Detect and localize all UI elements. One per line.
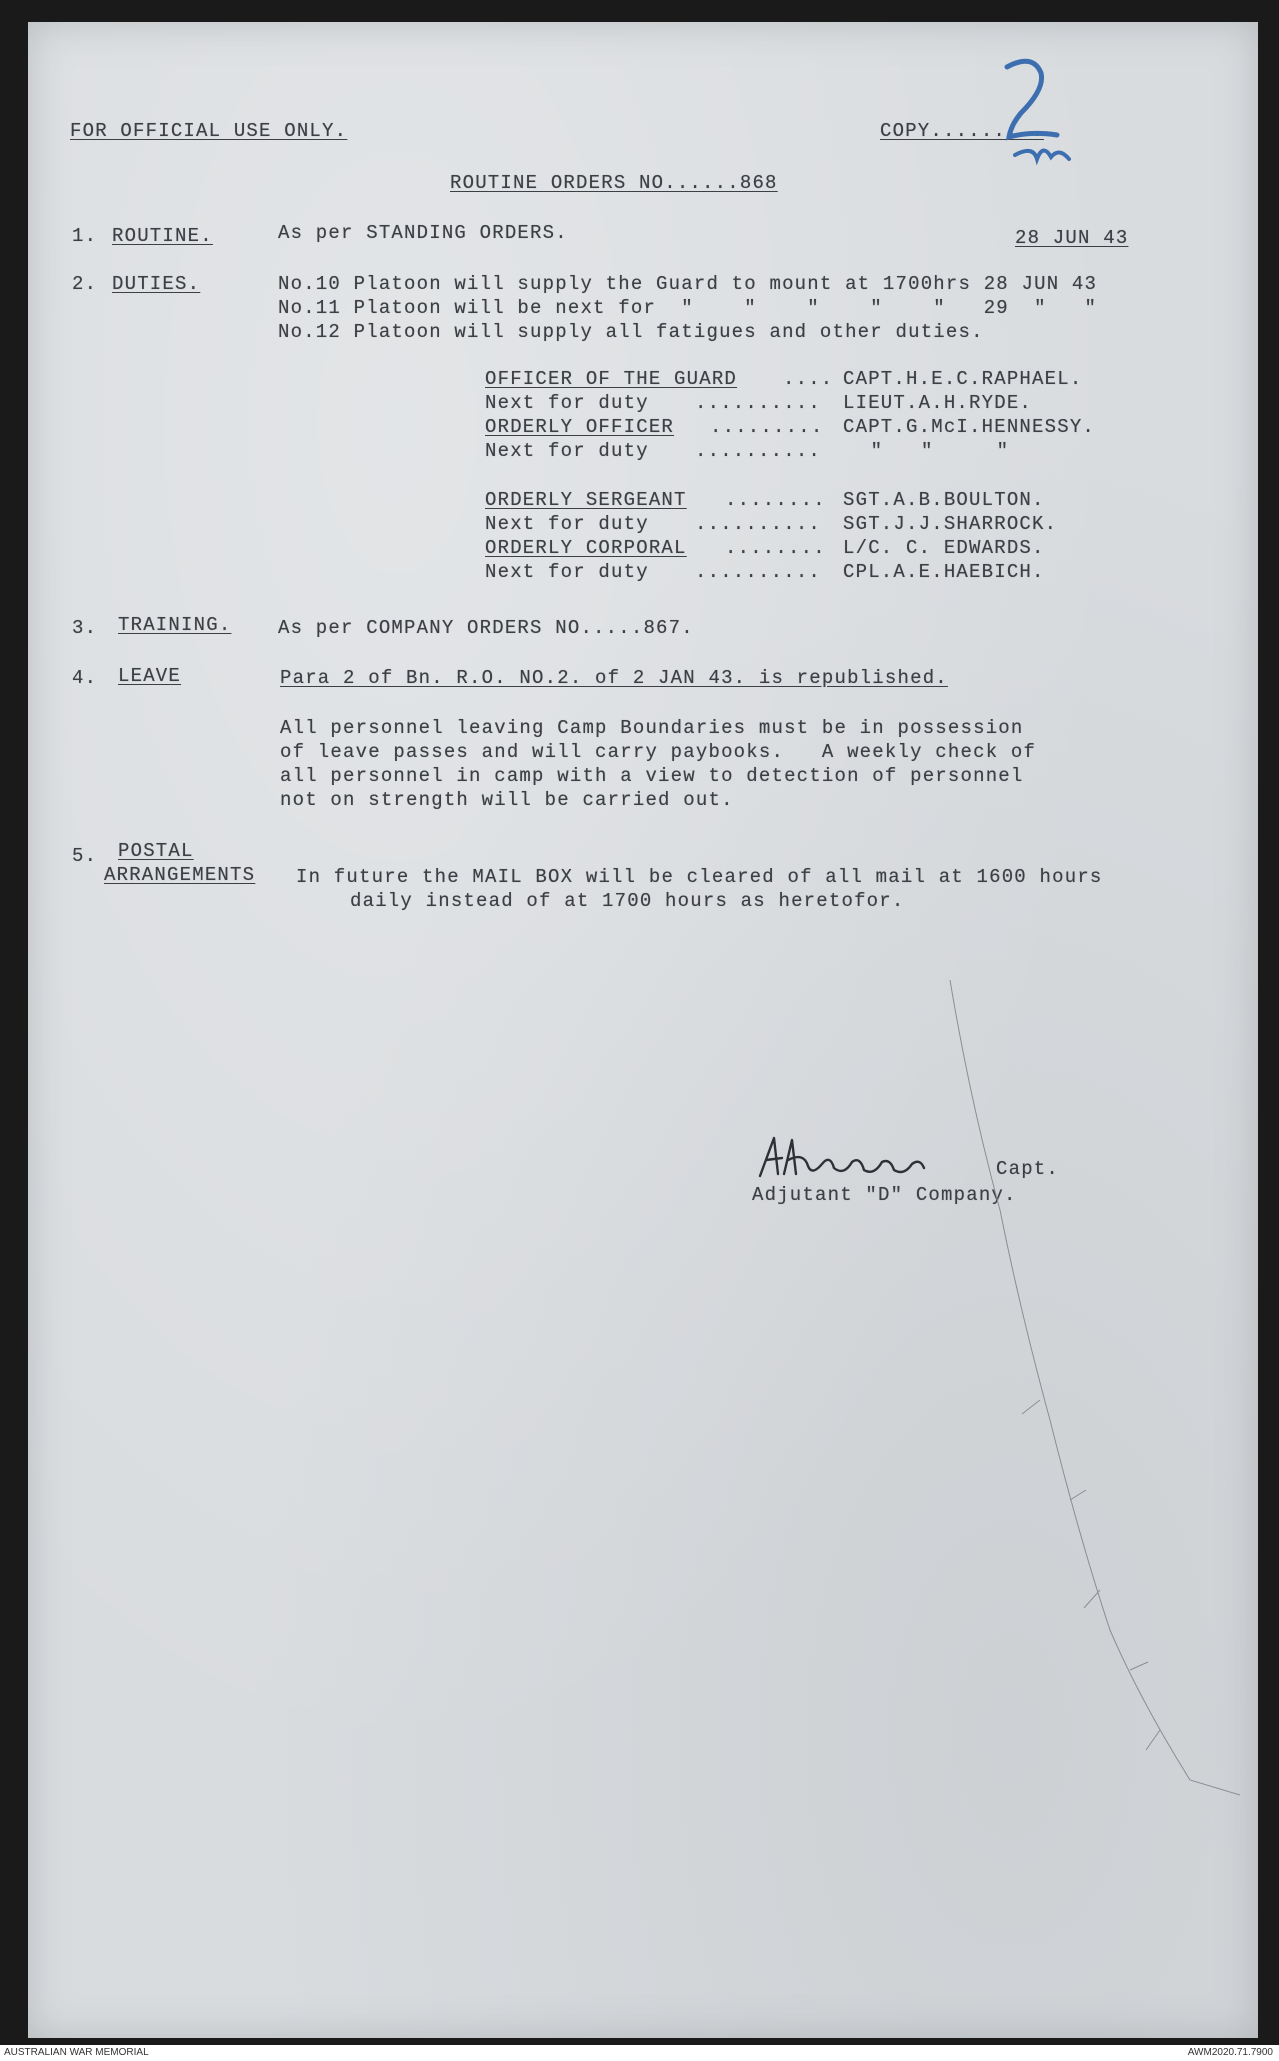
leave-paragraph-line: All personnel leaving Camp Boundaries must be in possession bbox=[280, 717, 1024, 739]
officer-dots: .......... bbox=[695, 440, 822, 462]
officer-name: " " " bbox=[858, 440, 1010, 462]
archive-reference: AWM2020.71.7900 bbox=[1187, 2047, 1273, 2058]
officer-dots: ......... bbox=[710, 416, 824, 438]
nco-dots: ........ bbox=[725, 537, 826, 559]
leave-first-line: Para 2 of Bn. R.O. NO.2. of 2 JAN 43. is republished. bbox=[280, 667, 948, 689]
nco-name: CPL.A.E.HAEBICH. bbox=[843, 561, 1045, 583]
nco-dots: .......... bbox=[695, 561, 822, 583]
section-5-number: 5. bbox=[72, 845, 98, 867]
nco-dots: ........ bbox=[725, 489, 826, 511]
nco-name: L/C. C. EDWARDS. bbox=[843, 537, 1045, 559]
section-5-heading: ARRANGEMENTS bbox=[104, 864, 256, 886]
officer-dots: .......... bbox=[695, 392, 822, 414]
section-4-heading: LEAVE bbox=[118, 665, 182, 687]
nco-label: Next for duty bbox=[485, 561, 649, 583]
handwritten-copy-number-mark bbox=[985, 55, 1105, 175]
duties-line: No.11 Platoon will be next for " " " " " 29 " " bbox=[278, 297, 1098, 319]
duties-line: No.10 Platoon will supply the Guard to mount at 1700hrs 28 JUN 43 bbox=[278, 273, 1098, 295]
signature-title: Adjutant "D" Company. bbox=[752, 1184, 1017, 1206]
handwritten-signature bbox=[752, 1130, 972, 1190]
officer-name: CAPT.H.E.C.RAPHAEL. bbox=[843, 368, 1083, 390]
nco-name: SGT.J.J.SHARROCK. bbox=[843, 513, 1058, 535]
order-date: 28 JUN 43 bbox=[1015, 227, 1129, 249]
officer-name: LIEUT.A.H.RYDE. bbox=[843, 392, 1033, 414]
section-3-heading: TRAINING. bbox=[118, 614, 232, 636]
nco-name: SGT.A.B.BOULTON. bbox=[843, 489, 1045, 511]
officer-label: Next for duty bbox=[485, 392, 649, 414]
section-1-heading: ROUTINE. bbox=[112, 225, 213, 247]
document-title: ROUTINE ORDERS NO......868 bbox=[450, 172, 778, 194]
paper-crease-mark bbox=[940, 980, 1240, 1810]
nco-label: ORDERLY CORPORAL bbox=[485, 537, 687, 559]
archive-footer bbox=[0, 2045, 1279, 2061]
section-2-heading: DUTIES. bbox=[112, 273, 201, 295]
postal-line: daily instead of at 1700 hours as heretofor. bbox=[350, 890, 905, 912]
nco-label: ORDERLY SERGEANT bbox=[485, 489, 687, 511]
officer-dots: .... bbox=[783, 368, 834, 390]
duties-line: No.12 Platoon will supply all fatigues and other duties. bbox=[278, 321, 984, 343]
nco-label: Next for duty bbox=[485, 513, 649, 535]
section-5-heading: POSTAL bbox=[118, 840, 194, 862]
classification-label: FOR OFFICIAL USE ONLY. bbox=[70, 120, 348, 142]
section-1-text: As per STANDING ORDERS. bbox=[278, 222, 568, 244]
copy-label: COPY......... bbox=[880, 120, 1044, 142]
officer-label: OFFICER OF THE GUARD bbox=[485, 368, 738, 390]
officer-label: Next for duty bbox=[485, 440, 649, 462]
leave-paragraph-line: not on strength will be carried out. bbox=[280, 789, 734, 811]
leave-paragraph-line: of leave passes and will carry paybooks. A weekly check of bbox=[280, 741, 1037, 763]
section-3-number: 3. bbox=[72, 617, 98, 639]
officer-label: ORDERLY OFFICER bbox=[485, 416, 675, 438]
section-1-number: 1. bbox=[72, 225, 98, 247]
section-2-number: 2. bbox=[72, 273, 98, 295]
signature-rank: Capt. bbox=[996, 1158, 1060, 1180]
section-3-text: As per COMPANY ORDERS NO.....867. bbox=[278, 617, 694, 639]
postal-line: In future the MAIL BOX will be cleared of all mail at 1600 hours bbox=[296, 866, 1103, 888]
officer-name: CAPT.G.McI.HENNESSY. bbox=[843, 416, 1096, 438]
nco-dots: .......... bbox=[695, 513, 822, 535]
section-4-number: 4. bbox=[72, 667, 98, 689]
archive-name: AUSTRALIAN WAR MEMORIAL bbox=[4, 2047, 149, 2058]
leave-paragraph-line: all personnel in camp with a view to detection of personnel bbox=[280, 765, 1024, 787]
